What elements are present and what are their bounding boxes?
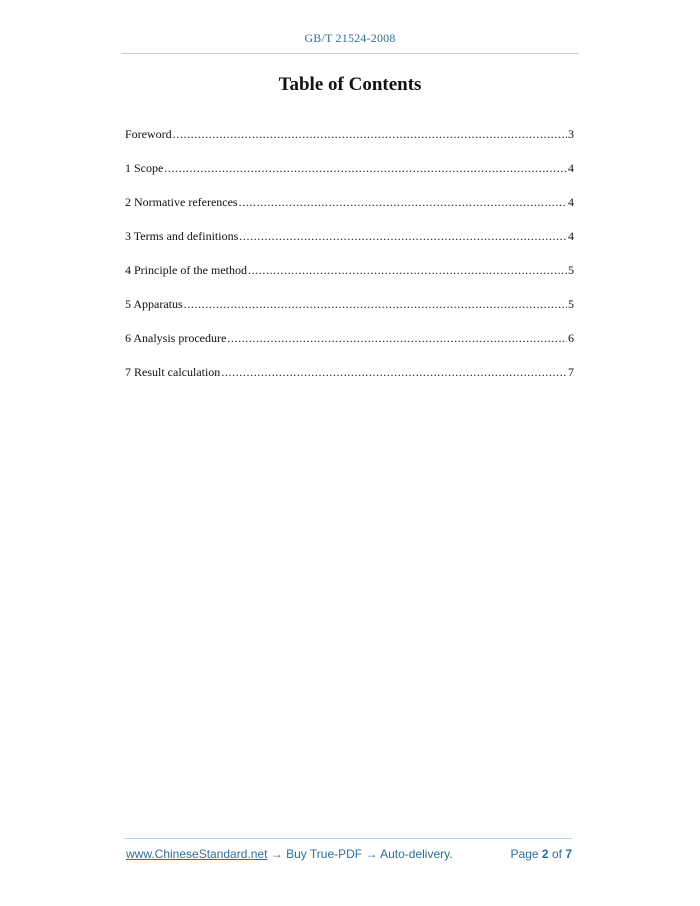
toc-dot-leader: [227, 331, 567, 346]
page-word: Page: [510, 847, 539, 861]
toc-entry-page: 4: [568, 229, 574, 243]
toc-entry-normative-references[interactable]: [125, 195, 574, 229]
toc-entry-principle-of-the-method[interactable]: [125, 263, 574, 297]
page-counter: [511, 847, 572, 861]
toc-entry-label: 6 Analysis procedure: [125, 331, 227, 345]
footer-divider: [124, 838, 572, 839]
current-page-number: 2: [541, 847, 549, 861]
toc-entry-analysis-procedure[interactable]: [125, 331, 574, 365]
toc-entry-label: 2 Normative references: [125, 195, 238, 209]
toc-entry-page: 6: [568, 331, 574, 345]
toc-entry-page: 5: [568, 297, 574, 311]
header-divider: [121, 53, 579, 54]
toc-entry-page: 7: [568, 365, 574, 379]
toc-entry-page: 5: [568, 263, 574, 277]
toc-dot-leader: [164, 161, 567, 176]
toc-entry-label: 1 Scope: [125, 161, 164, 175]
toc-entry-label: 3 Terms and definitions: [125, 229, 239, 243]
toc-entry-apparatus[interactable]: [125, 297, 574, 331]
toc-entry-terms-and-definitions[interactable]: [125, 229, 574, 263]
toc-entry-label: 7 Result calculation: [125, 365, 221, 379]
total-page-number: 7: [565, 847, 572, 861]
toc-entry-page: 3: [568, 127, 574, 141]
promo-text: → Buy True-PDF → Auto-delivery.: [267, 847, 453, 861]
page-title: Table of Contents: [278, 74, 422, 95]
toc-entry-label: 5 Apparatus: [125, 297, 183, 311]
footer-promo: [126, 847, 453, 861]
running-header: GB/T 21524-2008: [304, 31, 396, 45]
toc-entry-label: 4 Principle of the method: [125, 263, 247, 277]
toc-dot-leader: [173, 127, 567, 142]
toc-entry-scope[interactable]: [125, 161, 574, 195]
toc-list: [125, 127, 574, 399]
toc-dot-leader: [184, 297, 567, 312]
of-word: of: [551, 847, 562, 861]
toc-entry-page: 4: [568, 161, 574, 175]
toc-entry-label: Foreword: [125, 127, 172, 141]
toc-entry-foreword[interactable]: [125, 127, 574, 161]
toc-dot-leader: [221, 365, 567, 380]
toc-entry-result-calculation[interactable]: [125, 365, 574, 399]
toc-dot-leader: [239, 229, 567, 244]
site-link[interactable]: www.ChineseStandard.net: [126, 847, 268, 861]
toc-entry-page: 4: [568, 195, 574, 209]
toc-dot-leader: [248, 263, 567, 278]
toc-dot-leader: [239, 195, 567, 210]
page-footer: [126, 847, 572, 861]
